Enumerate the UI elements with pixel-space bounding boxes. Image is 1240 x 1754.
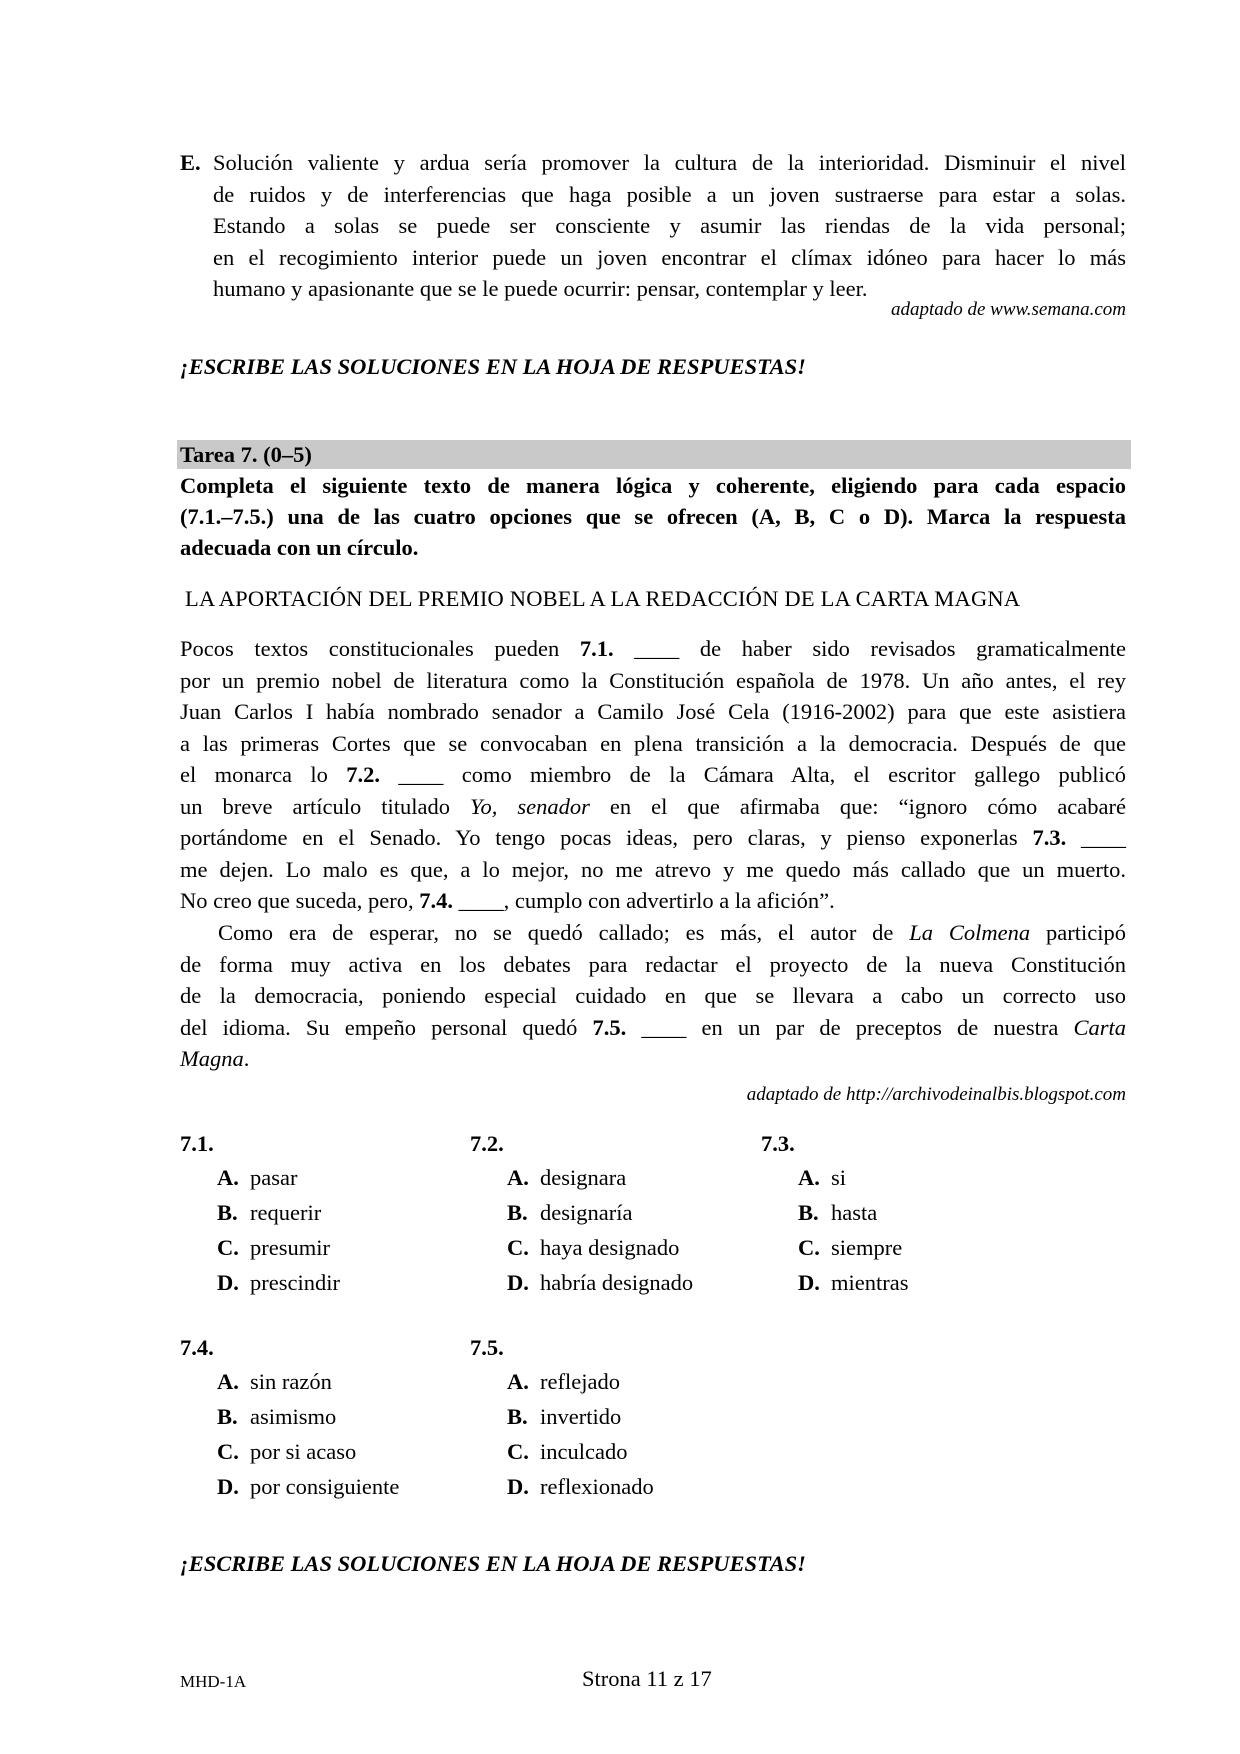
- question-number: 7.2.: [470, 1131, 504, 1156]
- article-paragraph-2: [180, 917, 1126, 1075]
- option[interactable]: A. reflejado: [507, 1369, 620, 1394]
- option[interactable]: A. designara: [507, 1165, 627, 1190]
- article-paragraph-1: [180, 633, 1126, 917]
- option[interactable]: D. prescindir: [217, 1270, 340, 1295]
- instruction-line: (7.1.–7.5.) una de las cuatro opciones que se ofrecen (A, B, C o D). Marca la respuesta: [180, 504, 1126, 529]
- italic-title: Yo, senador: [470, 793, 590, 819]
- gap-number: 7.5.: [592, 1014, 627, 1040]
- task-instruction: [180, 470, 1126, 563]
- option[interactable]: D. mientras: [798, 1270, 909, 1295]
- italic-title: Magna: [180, 1046, 244, 1071]
- text: me dejen. Lo malo es que, a lo mejor, no me atrevo y me quedo más callado que un muerto.: [180, 856, 1126, 882]
- gap-blank: ____: [634, 636, 680, 661]
- option[interactable]: B. asimismo: [217, 1404, 337, 1429]
- question-7-4: [180, 1331, 399, 1504]
- question-number: 7.1.: [180, 1131, 214, 1156]
- section-e-line: de ruidos y de interferencias que haga posible a un joven sustraerse para estar a solas.: [213, 181, 1126, 207]
- text: Como era de esperar, no se quedó callado; es más, el autor de: [218, 920, 894, 945]
- question-7-2: [470, 1127, 693, 1300]
- question-7-5: [470, 1331, 654, 1504]
- gap-number: 7.4.: [419, 888, 454, 913]
- option[interactable]: A. si: [798, 1165, 847, 1190]
- section-e-line: Solución valiente y ardua sería promover la cultura de la interioridad. Disminuir el nivel: [213, 150, 1126, 175]
- instruction-line: adecuada con un círculo.: [180, 535, 419, 560]
- text: como miembro de la Cámara Alta, el escritor gallego publicó: [461, 762, 1127, 787]
- text: en el que afirmaba que: “ignoro cómo acabaré: [609, 793, 1127, 819]
- text: por un premio nobel de literatura como la Constitución española de 1978. Un año antes, el rey: [180, 667, 1126, 693]
- text: ____, cumplo con advertirlo a la afición”.: [458, 888, 835, 913]
- text: No creo que suceda, pero,: [180, 888, 414, 913]
- question-7-3: [761, 1127, 908, 1300]
- gap-blank: ____: [641, 1014, 687, 1040]
- exam-code: MHD-1A: [180, 1672, 247, 1691]
- section-e-letter: E.: [180, 150, 201, 175]
- text: de haber sido revisados gramaticalmente: [699, 636, 1127, 661]
- option[interactable]: A. sin razón: [217, 1369, 332, 1394]
- task-header-bar: [177, 440, 1131, 469]
- gap-number: 7.1.: [579, 636, 614, 661]
- text: .: [243, 1046, 250, 1071]
- section-e-line: Estando a solas se puede ser consciente y asumir las riendas de la vida personal;: [213, 213, 1126, 238]
- section-e-text: [213, 147, 1126, 305]
- text: un breve artículo titulado: [180, 793, 450, 819]
- answer-sheet-warning: ¡ESCRIBE LAS SOLUCIONES EN LA HOJA DE RESPUESTAS!: [180, 1551, 806, 1576]
- option[interactable]: D. habría designado: [507, 1270, 694, 1295]
- question-number: 7.3.: [761, 1131, 795, 1156]
- option[interactable]: A. pasar: [217, 1165, 298, 1190]
- gap-blank: ____: [398, 762, 444, 787]
- option[interactable]: C. por si acaso: [217, 1439, 357, 1464]
- italic-title: Carta: [1073, 1014, 1127, 1040]
- text: a las primeras Cortes que se convocaban en plena transición a la democracia. Después de que: [180, 730, 1126, 756]
- instruction-line: Completa el siguiente texto de manera lógica y coherente, eligiendo para cada espacio: [180, 473, 1126, 498]
- question-number: 7.4.: [180, 1335, 214, 1360]
- option[interactable]: B. designaría: [507, 1200, 633, 1225]
- option[interactable]: D. por consiguiente: [217, 1474, 400, 1499]
- text: Pocos textos constitucionales pueden: [180, 636, 560, 661]
- option[interactable]: C. siempre: [798, 1235, 903, 1260]
- gap-number: 7.3.: [1032, 825, 1067, 850]
- article-heading: LA APORTACIÓN DEL PREMIO NOBEL A LA REDACCIÓN DE LA CARTA MAGNA: [185, 586, 1021, 611]
- section-e-line: en el recogimiento interior puede un joven encontrar el clímax idóneo para hacer lo más: [213, 244, 1126, 270]
- option[interactable]: C. presumir: [217, 1235, 330, 1260]
- option[interactable]: C. inculcado: [507, 1439, 628, 1464]
- text: participó: [1046, 920, 1126, 945]
- option[interactable]: D. reflexionado: [507, 1474, 654, 1499]
- option[interactable]: B. invertido: [507, 1404, 622, 1429]
- text: de la democracia, poniendo especial cuidado en que se llevara a cabo un correcto uso: [180, 983, 1126, 1008]
- page-number: Strona 11 z 17: [582, 1666, 712, 1691]
- option[interactable]: B. requerir: [217, 1200, 322, 1225]
- task-title: Tarea 7. (0–5): [180, 442, 312, 467]
- question-number: 7.5.: [470, 1335, 504, 1360]
- text: Juan Carlos I había nombrado senador a Camilo José Cela (1916-2002) para que este asistiera: [180, 699, 1126, 724]
- text: el monarca lo: [180, 762, 328, 787]
- italic-title: La Colmena: [909, 920, 1031, 945]
- text: portándome en el Senado. Yo tengo pocas ideas, pero claras, y pienso exponerlas: [180, 825, 1018, 850]
- gap-number: 7.2.: [346, 762, 380, 787]
- question-7-1: [180, 1127, 340, 1300]
- article-source: adaptado de http://archivodeinalbis.blogspot.com: [746, 1084, 1126, 1105]
- option[interactable]: C. haya designado: [507, 1235, 680, 1260]
- text: de forma muy activa en los debates para redactar el proyecto de la nueva Constitución: [180, 951, 1126, 977]
- text: del idioma. Su empeño personal quedó: [180, 1014, 578, 1040]
- text: en un par de preceptos de nuestra: [701, 1014, 1059, 1040]
- answer-sheet-warning: ¡ESCRIBE LAS SOLUCIONES EN LA HOJA DE RESPUESTAS!: [180, 354, 806, 379]
- section-e-line: humano y apasionante que se le puede ocurrir: pensar, contemplar y leer.: [213, 276, 868, 301]
- option[interactable]: B. hasta: [798, 1200, 878, 1225]
- gap-blank: ____: [1081, 825, 1127, 850]
- section-e-source: adaptado de www.semana.com: [890, 299, 1126, 320]
